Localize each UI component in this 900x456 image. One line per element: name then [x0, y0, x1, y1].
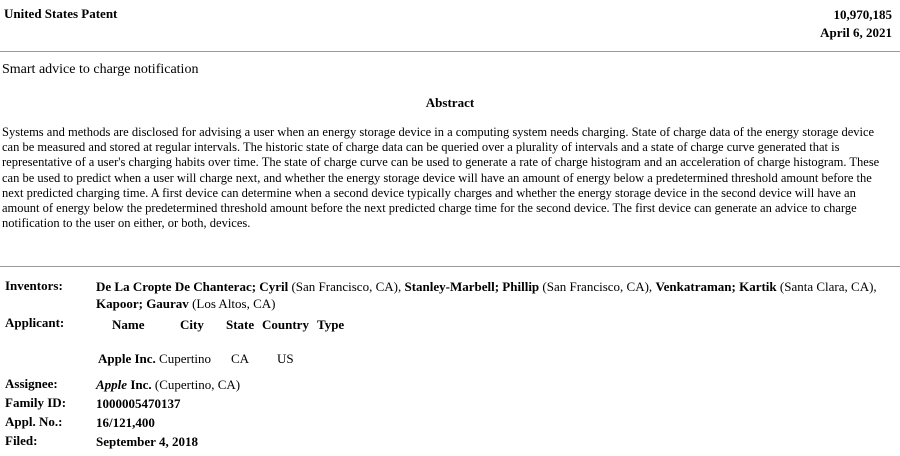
- patent-date: April 6, 2021: [820, 25, 892, 40]
- patent-meta: [820, 6, 892, 42]
- inventors-label: Inventors:: [5, 278, 63, 293]
- applicant-col-country: Country: [262, 317, 309, 332]
- applicant-name: Apple Inc.: [98, 351, 156, 366]
- patent-office-label: United States Patent: [4, 6, 118, 21]
- applicant-country: US: [277, 351, 294, 366]
- abstract-divider: [0, 266, 900, 267]
- filed-label: Filed:: [5, 433, 38, 448]
- filed-value: September 4, 2018: [96, 434, 198, 449]
- assignee-location: (Cupertino, CA): [154, 377, 241, 392]
- family-id-value: 1000005470137: [96, 396, 181, 411]
- inventor-name: De La Cropte De Chanterac; Cyril: [96, 279, 289, 294]
- applicant-label: Applicant:: [5, 315, 65, 330]
- applicant-col-city: City: [180, 317, 204, 332]
- applicant-col-name: Name: [112, 317, 145, 332]
- family-id-label: Family ID:: [5, 395, 67, 410]
- applicant-col-type: Type: [317, 317, 345, 332]
- inventor-name: Stanley-Marbell; Phillip: [404, 279, 540, 294]
- assignee-name-suffix: Inc.: [130, 377, 152, 392]
- inventor-name: Venkatraman; Kartik: [655, 279, 777, 294]
- applicant-city: Cupertino: [159, 351, 212, 366]
- inventor-name: Kapoor; Gaurav: [96, 296, 189, 311]
- assignee-name-brand: Apple: [96, 377, 128, 392]
- inventor-location: (San Francisco, CA),: [291, 279, 402, 294]
- applicant-col-state: State: [226, 317, 255, 332]
- assignee-label: Assignee:: [5, 376, 58, 391]
- assignee-value: [96, 376, 886, 393]
- inventor-location: (Santa Clara, CA),: [779, 279, 877, 294]
- inventors-list: [96, 278, 886, 312]
- appl-no-label: Appl. No.:: [5, 414, 63, 429]
- patent-number: 10,970,185: [833, 7, 892, 22]
- patent-title: Smart advice to charge notification: [2, 62, 199, 77]
- abstract-text: Systems and methods are disclosed for advising a user when an energy storage device in a computing system needs charging. State of charge data of the energy storage device can be measured and stored at regular intervals. The historic state of charge data can be queried over a plurality of intervals and a state of charge curve generated that is representative of a user's charging habits over time. The state of charge curve can be used to generate a rate of charge histogram and an acceleration of charge histogram. These can be used to predict when a user will charge next, and whether the energy storage device will have an amount of energy below a predetermined threshold amount before the next predicted charging time. A first device can determine when a second device typically charges and whether the energy storage device in the second device will have an amount of energy below the predetermined threshold amount before the next predicted charge time for the second device. The first device can generate an advice to charge notification to the user on either, or both, devices.: [2, 125, 880, 231]
- inventor-location: (San Francisco, CA),: [542, 279, 653, 294]
- appl-no-value: 16/121,400: [96, 415, 155, 430]
- inventor-location: (Los Altos, CA): [192, 296, 276, 311]
- patent-header: [4, 6, 892, 46]
- abstract-heading: Abstract: [425, 95, 475, 110]
- header-divider: [0, 51, 900, 52]
- applicant-state: CA: [231, 351, 250, 366]
- applicant-row: [98, 351, 211, 367]
